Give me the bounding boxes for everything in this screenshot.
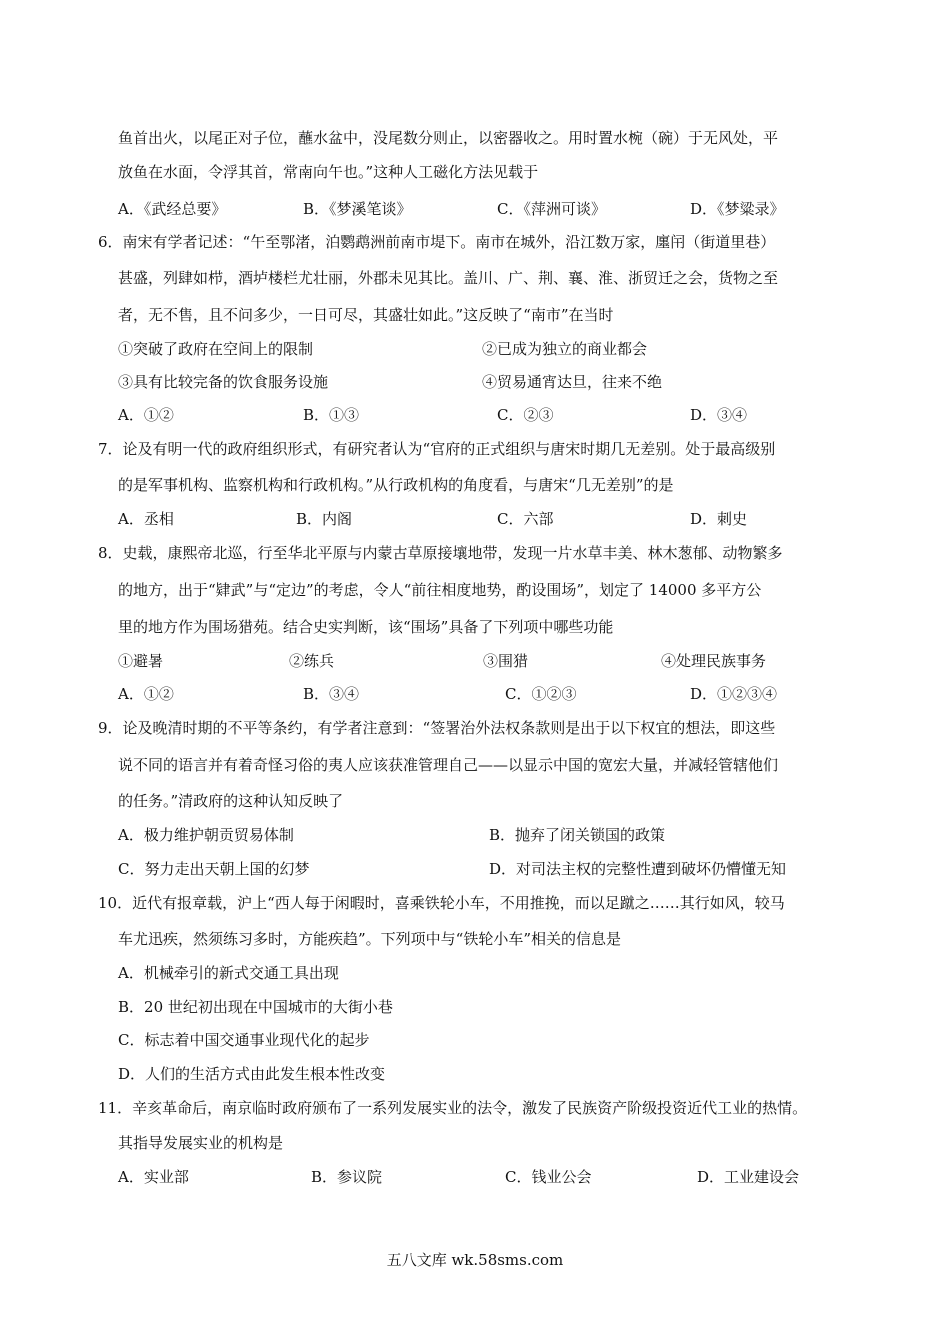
q10-option-a: A．机械牵引的新式交通工具出现: [118, 964, 339, 982]
q6-item-1: ①突破了政府在空间上的限制: [118, 340, 314, 358]
q5-line-1: 鱼首出火，以尾正对子位，蘸水盆中，没尾数分则止，以密器收之。用时置水椀（碗）于无风处，平: [118, 129, 779, 147]
q9-line-1: 9．论及晚清时期的不平等条约，有学者注意到：“签署治外法权条款则是出于以下权宜的想法，即这些: [98, 719, 776, 737]
q6-option-a: A．①②: [118, 406, 174, 424]
q9-line-2: 说不同的语言并有着奇怪习俗的夷人应该获准管理自己——以显示中国的宽宏大量，并减轻管辖他们: [118, 756, 779, 774]
q11-line-1: 11．辛亥革命后，南京临时政府颁布了一系列发展实业的法令，激发了民族资产阶级投资近代工业的热情。: [98, 1099, 808, 1117]
q10-line-2: 车尤迅疾，然须练习多时，方能疾趋”。下列项中与“铁轮小车”相关的信息是: [118, 930, 622, 948]
q6-item-2: ②已成为独立的商业都会: [482, 340, 648, 358]
q11-line-2: 其指导发展实业的机构是: [118, 1134, 284, 1152]
q5-line-2: 放鱼在水面，令浮其首，常南向午也。”这种人工磁化方法见载于: [118, 163, 539, 181]
q9-option-a: A．极力维护朝贡贸易体制: [118, 826, 294, 844]
q5-option-b: B．《梦溪笔谈》: [303, 200, 412, 218]
q11-option-b: B．参议院: [311, 1168, 383, 1186]
q8-option-d: D．①②③④: [690, 685, 778, 703]
q10-option-c: C．标志着中国交通事业现代化的起步: [118, 1031, 370, 1049]
q7-line-2: 的是军事机构、监察机构和行政机构。”从行政机构的角度看，与唐宋“几无差别”的是: [118, 476, 674, 494]
q8-line-3: 里的地方作为围场猎苑。结合史实判断，该“围场”具备了下列项中哪些功能: [118, 618, 614, 636]
q5-option-c: C．《萍洲可谈》: [497, 200, 606, 218]
q10-line-1: 10．近代有报章载，沪上“西人每于闲暇时，喜乘铁轮小车，不用推挽，而以足蹴之……其行如风，较马: [98, 894, 785, 912]
q8-option-c: C．①②③: [505, 685, 577, 703]
q8-item-2: ②练兵: [289, 652, 335, 670]
q7-option-b: B．内阁: [296, 510, 353, 528]
q8-option-b: B．③④: [303, 685, 360, 703]
q6-item-4: ④贸易通宵达旦，往来不绝: [482, 373, 663, 391]
q6-option-b: B．①③: [303, 406, 360, 424]
q5-option-a: A．《武经总要》: [118, 200, 227, 218]
q6-line-3: 者，无不售，且不问多少，一日可尽，其盛壮如此。”这反映了“南市”在当时: [118, 306, 614, 324]
q7-option-c: C．六部: [497, 510, 554, 528]
q7-line-1: 7．论及有明一代的政府组织形式，有研究者认为“官府的正式组织与唐宋时期几无差别。处于最高级别: [98, 440, 776, 458]
q6-line-2: 甚盛，列肆如栉，酒垆楼栏尤壮丽，外郡未见其比。盖川、广、荆、襄、淮、浙贸迁之会，货物之至: [118, 269, 779, 287]
q8-line-1: 8．史载，康熙帝北巡，行至华北平原与内蒙古草原接壤地带，发现一片水草丰美、林木葱郁、动物繁多: [98, 544, 783, 562]
q8-item-1: ①避暑: [118, 652, 164, 670]
q6-option-c: C．②③: [497, 406, 554, 424]
q6-item-3: ③具有比较完备的饮食服务设施: [118, 373, 329, 391]
q11-option-d: D．工业建设会: [697, 1168, 800, 1186]
q9-option-c: C．努力走出天朝上国的幻梦: [118, 860, 310, 878]
q8-item-3: ③围猎: [483, 652, 529, 670]
q9-option-d: D．对司法主权的完整性遭到破坏仍懵懂无知: [489, 860, 787, 878]
q9-option-b: B．抛弃了闭关锁国的政策: [489, 826, 666, 844]
q10-option-d: D．人们的生活方式由此发生根本性改变: [118, 1065, 386, 1083]
q6-line-1: 6．南宋有学者记述：“午至鄂渚，泊鹦鹉洲前南市堤下。南市在城外，沿江数万家，廛闬（街道里巷）: [98, 233, 776, 251]
q8-option-a: A．①②: [118, 685, 174, 703]
q7-option-a: A．丞相: [118, 510, 174, 528]
page-footer: 五八文库 wk.58sms.com: [386, 1251, 564, 1269]
q8-line-2: 的地方，出于“肄武”与“定边”的考虑，令人“前往相度地势，酌设围场”，划定了 14000 多平方公: [118, 581, 762, 599]
q11-option-c: C．钱业公会: [505, 1168, 592, 1186]
q8-item-4: ④处理民族事务: [661, 652, 767, 670]
q9-line-3: 的任务。”清政府的这种认知反映了: [118, 792, 344, 810]
q7-option-d: D．刺史: [690, 510, 748, 528]
q5-option-d: D．《梦粱录》: [690, 200, 785, 218]
q6-option-d: D．③④: [690, 406, 748, 424]
q11-option-a: A．实业部: [118, 1168, 189, 1186]
q10-option-b: B．20 世纪初出现在中国城市的大街小巷: [118, 998, 393, 1016]
